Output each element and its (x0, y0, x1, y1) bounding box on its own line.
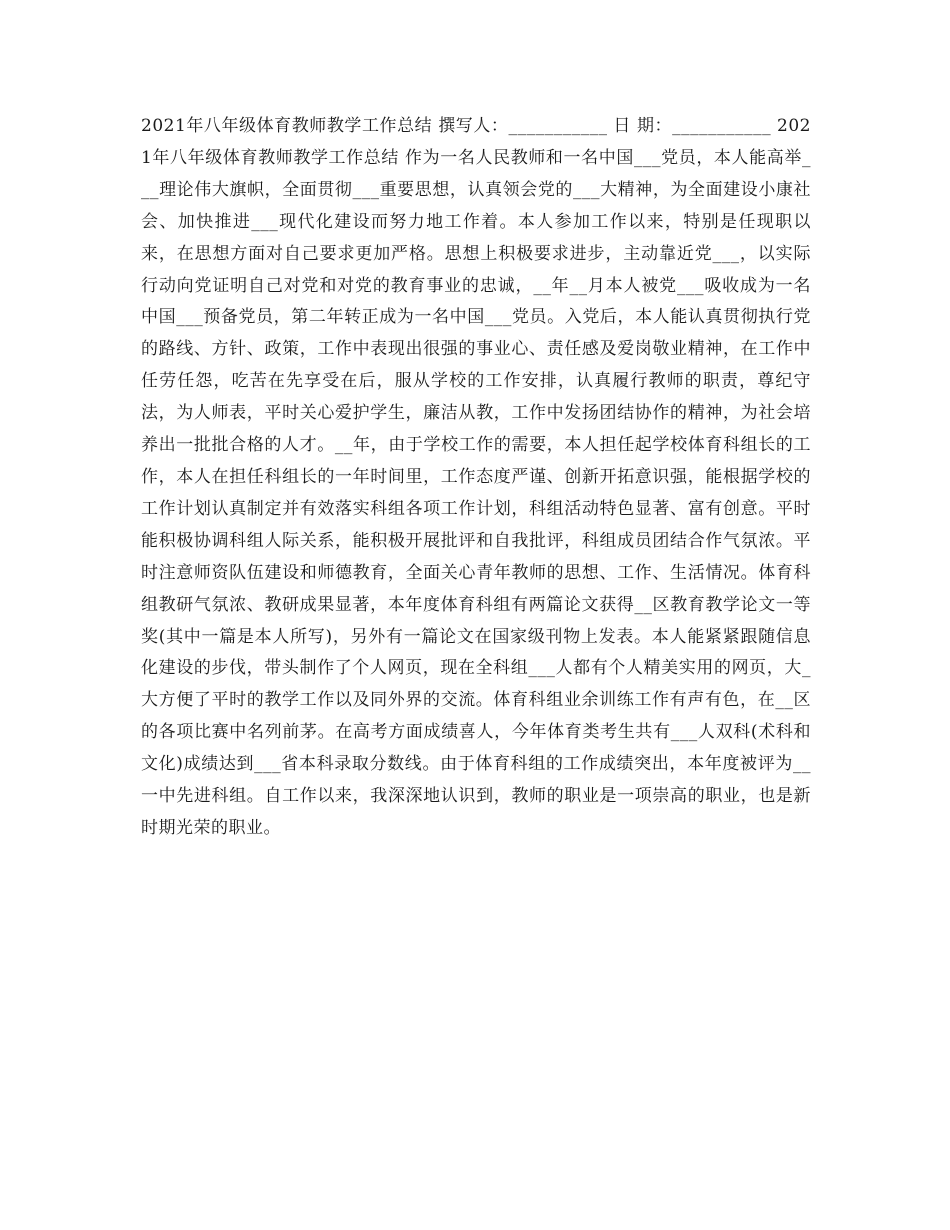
document-body-text: 2021年八年级体育教师教学工作总结 撰写人：___________ 日 期：___________ 2021年八年级体育教师教学工作总结 作为一名人民教师和一名中国___党员，本人能高举___理论伟大旗帜，全面贯彻___重要思想，认真领会党的___大精神，为全面建设小康社会、加快推进___现代化建设而努力地工作着。本人参加工作以来，特别是任现职以来，在思想方面对自己要求更加严格。思想上积极要求进步，主动靠近党___，以实际行动向党证明自己对党和对党的教育事业的忠诚，__年__月本人被党___吸收成为一名中国___预备党员，第二年转正成为一名中国___党员。入党后，本人能认真贯彻执行党的路线、方针、政策，工作中表现出很强的事业心、责任感及爱岗敬业精神，在工作中任劳任怨，吃苦在先享受在后，服从学校的工作安排，认真履行教师的职责，尊纪守法，为人师表，平时关心爱护学生，廉洁从教，工作中发扬团结协作的精神，为社会培养出一批批合格的人才。__年，由于学校工作的需要，本人担任起学校体育科组长的工作，本人在担任科组长的一年时间里，工作态度严谨、创新开拓意识强，能根据学校的工作计划认真制定并有效落实科组各项工作计划，科组活动特色显著、富有创意。平时能积极协调科组人际关系，能积极开展批评和自我批评，科组成员团结合作气氛浓。平时注意师资队伍建设和师德教育，全面关心青年教师的思想、工作、生活情况。体育科组教研气氛浓、教研成果显著，本年度体育科组有两篇论文获得__区教育教学论文一等奖(其中一篇是本人所写)，另外有一篇论文在国家级刊物上发表。本人能紧紧跟随信息化建设的步伐，带头制作了个人网页，现在全科组___人都有个人精美实用的网页，大_大方便了平时的教学工作以及同外界的交流。体育科组业余训练工作有声有色，在__区的各项比赛中名列前茅。在高考方面成绩喜人，今年体育类考生共有___人双科(术科和文化)成绩达到___省本科录取分数线。由于体育科组的工作成绩突出，本年度被评为__一中先进科组。自工作以来，我深深地认识到，教师的职业是一项崇高的职业，也是新时期光荣的职业。 (141, 116, 811, 838)
